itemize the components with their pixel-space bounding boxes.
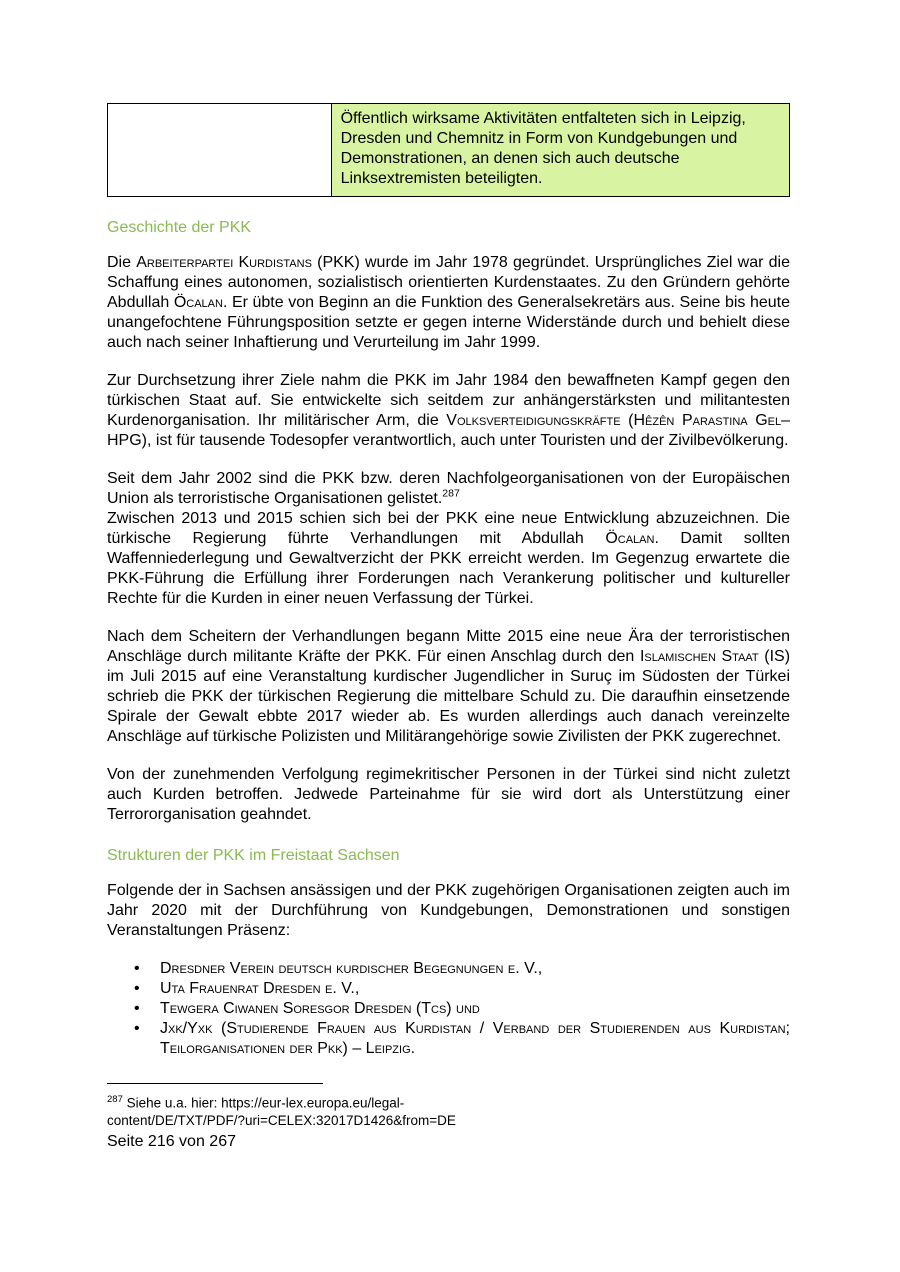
text-run: Von der zunehmenden Verfolgung regimekritischer Personen in der Türkei sind nicht zuletzt auch Kurden betroffen. Jedwede Parteinahme für sie wird dort als Unterstützung einer Terrororganisation geahndet. [107, 766, 790, 823]
list-item [107, 959, 790, 979]
paragraph [107, 509, 790, 609]
list-item [107, 999, 790, 1019]
smallcaps-text: Hêzên Parastina Gel [633, 412, 782, 429]
footnote-reference: 287 [442, 487, 460, 500]
list-item [107, 1019, 790, 1059]
footnote-block [107, 1083, 790, 1152]
text-run: Zur Durchsetzung ihrer Ziele nahm die PKK im Jahr 1984 den bewaffneten Kampf gegen den türkischen Staat auf. Sie entwickelte sich seitdem zur anhängerstärksten und militantesten Kurdenorganisation. Ihr militärischer Arm, die [107, 372, 790, 429]
text-run: Zwischen 2013 und 2015 schien sich bei der PKK eine neue Entwicklung abzuzeichnen. Die türkische Regierung führte Verhandlungen mit Abdullah [107, 510, 790, 547]
info-table [107, 103, 790, 197]
paragraph [107, 371, 790, 451]
smallcaps-text: Öcalan [173, 294, 223, 311]
page-number: Seite 216 von 267 [107, 1132, 236, 1150]
smallcaps-text: Jxk/Yxk (Studierende Frauen aus Kurdistan / Verband der Studierenden aus Kurdistan; Teilorganisationen der Pkk) – Leipzig. [160, 1020, 790, 1057]
smallcaps-text: Volksverteidigungskräfte [446, 412, 621, 429]
smallcaps-text: Dresdner Verein deutsch kurdischer Begegnungen e. V., [160, 960, 543, 977]
text-run: –HPG), ist für tausende Todesopfer verantwortlich, auch unter Touristen und der Zivilbevölkerung. [107, 412, 790, 449]
text-run: Nach dem Scheitern der Verhandlungen begann Mitte 2015 eine neue Ära der terroristischen Anschläge durch militante Kräfte der PKK. Für einen Anschlag durch den [107, 628, 790, 665]
smallcaps-text: Tewgera Ciwanen Soresgor Dresden (Tcs) und [160, 1000, 480, 1017]
text-run: Folgende der in Sachsen ansässigen und der PKK zugehörigen Organisationen zeigten auch im Jahr 2020 mit der Durchführung von Kundgebungen, Demonstrationen und sonstigen Veranstaltungen Präsenz: [107, 882, 790, 939]
footnote-separator [107, 1083, 323, 1084]
paragraph [107, 253, 790, 353]
list-item [107, 979, 790, 999]
footnote [107, 1091, 790, 1129]
info-table-cell-highlighted: Öffentlich wirksame Aktivitäten entfalteten sich in Leipzig, Dresden und Chemnitz in Form von Kundgebungen und Demonstrationen, an denen sich auch deutsche Linksextremisten beteiligten. [331, 104, 789, 197]
info-table-cell-left [108, 104, 332, 197]
content-blocks [107, 218, 790, 1059]
footnote-marker: 287 [107, 1094, 123, 1105]
text-run: Die [107, 254, 137, 271]
paragraph [107, 765, 790, 825]
footnote-text-line1: Siehe u.a. hier: https://eur-lex.europa.eu/legal- [122, 1095, 405, 1111]
footnote-text-line2: content/DE/TXT/PDF/?uri=CELEX:32017D1426&from=DE [107, 1112, 456, 1128]
smallcaps-text: Arbeiterpartei Kurdistans [136, 254, 312, 271]
text-run: . Damit sollten Waffenniederlegung und Gewaltverzicht der PKK erreicht werden. Im Gegenzug erwartete die PKK-Führung die Erfüllung ihrer Forderungen nach Verankerung politischer und kultureller Rechte für die Kurden in einer neuen Verfassung der Türkei. [107, 530, 790, 607]
text-run: (PKK) wurde im Jahr 1978 gegründet. Ursprüngliches Ziel war die Schaffung eines autonomen, sozialistisch orientierten Kurdenstaates. Zu den Gründern gehörte Abdullah [107, 254, 790, 311]
paragraph [107, 627, 790, 747]
info-table-row [108, 104, 790, 197]
bullet-list [107, 959, 790, 1059]
smallcaps-text: Öcalan [605, 530, 655, 547]
text-run: ( [620, 412, 634, 429]
smallcaps-text: Uta Frauenrat Dresden e. V., [160, 980, 360, 997]
paragraph [107, 469, 790, 509]
section-heading: Strukturen der PKK im Freistaat Sachsen [107, 847, 400, 864]
text-run: Seit dem Jahr 2002 sind die PKK bzw. deren Nachfolgeorganisationen von der Europäischen Union als terroristische Organisationen gelistet. [107, 470, 790, 507]
smallcaps-text: Islamischen Staat [639, 648, 759, 665]
section-heading: Geschichte der PKK [107, 219, 252, 236]
paragraph [107, 881, 790, 941]
text-run: (IS) im Juli 2015 auf eine Veranstaltung kurdischer Jugendlicher in Suruç im Südosten der Türkei schrieb die PKK der türkischen Regierung die mittelbare Schuld zu. Die daraufhin einsetzende Spirale der Gewalt ebbte 2017 wieder ab. Es wurden allerdings auch danach vereinzelte Anschläge auf türkische Polizisten und Militärangehörige sowie Zivilisten der PKK zugerechnet. [107, 648, 791, 745]
text-run: . Er übte von Beginn an die Funktion des Generalsekretärs aus. Seine bis heute unangefochtene Führungsposition setzte er gegen interne Widerstände durch und behielt diese auch nach seiner Inhaftierung und Verurteilung im Jahr 1999. [107, 294, 790, 351]
